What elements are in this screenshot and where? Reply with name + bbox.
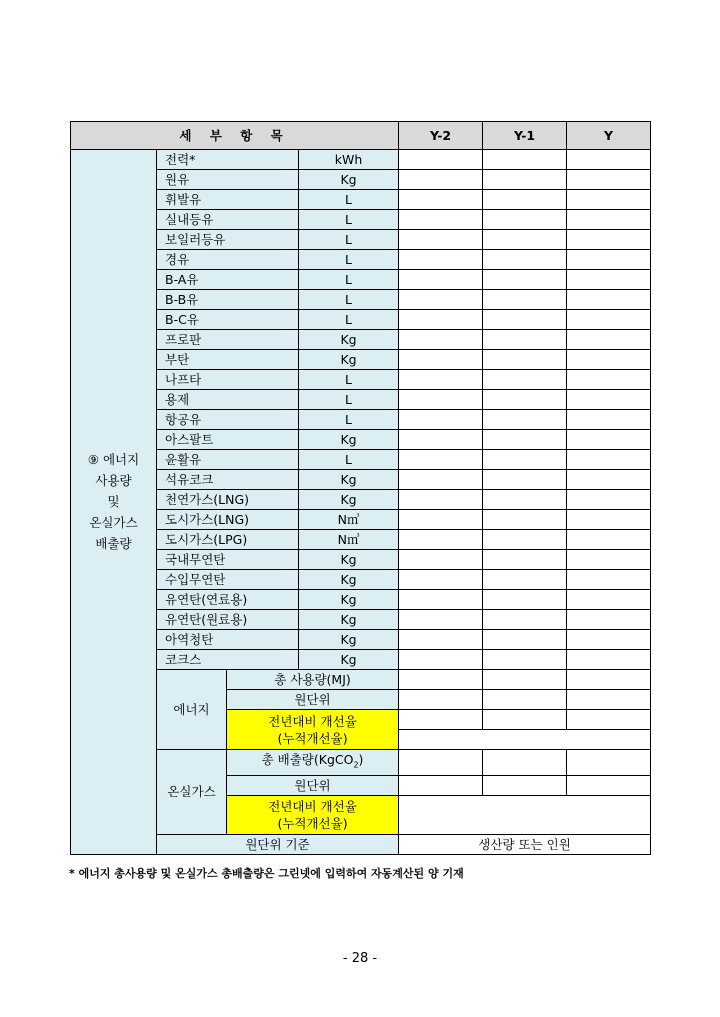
basis-value[interactable]: 생산량 또는 인원 (399, 834, 651, 854)
value-input-cell[interactable] (567, 330, 651, 350)
table-row (71, 350, 651, 370)
value-input-cell[interactable] (399, 230, 483, 250)
fuel-unit: L (299, 290, 399, 310)
value-input-cell[interactable] (567, 650, 651, 670)
fuel-unit: kWh (299, 150, 399, 170)
value-input-cell[interactable] (483, 330, 567, 350)
category-label-line: 온실가스 (89, 515, 138, 531)
value-input-cell[interactable] (483, 430, 567, 450)
table-row (71, 410, 651, 430)
fuel-unit: N㎥ (299, 510, 399, 530)
table-row (71, 610, 651, 630)
value-input-cell[interactable] (567, 290, 651, 310)
fuel-name: 원유 (157, 170, 299, 190)
ghg-total-close: ) (358, 752, 364, 767)
value-input-cell[interactable] (399, 190, 483, 210)
basis-row (71, 834, 651, 854)
fuel-name: 유연탄(연료용) (157, 590, 299, 610)
energy-subcategory: 에너지 (157, 670, 227, 750)
fuel-name: 전력* (157, 150, 299, 170)
value-input-cell[interactable] (399, 610, 483, 630)
value-input-cell[interactable] (399, 530, 483, 550)
value-input-cell[interactable] (567, 690, 651, 710)
value-input-cell[interactable] (567, 530, 651, 550)
table-row (71, 150, 651, 170)
fuel-name: 아역청탄 (157, 630, 299, 650)
fuel-unit: Kg (299, 350, 399, 370)
fuel-name: 윤활유 (157, 450, 299, 470)
value-input-cell[interactable] (567, 590, 651, 610)
value-input-cell[interactable] (567, 670, 651, 690)
value-input-cell[interactable] (399, 710, 483, 730)
table-row (71, 590, 651, 610)
value-input-cell[interactable] (483, 410, 567, 430)
value-input-cell[interactable] (399, 650, 483, 670)
category-label-line: 및 (107, 494, 120, 510)
value-input-cell[interactable] (567, 250, 651, 270)
value-input-cell[interactable] (567, 750, 651, 776)
fuel-unit: L (299, 310, 399, 330)
table-row (71, 250, 651, 270)
value-input-cell[interactable] (399, 750, 483, 776)
ghg-subcategory: 온실가스 (157, 750, 227, 835)
ghg-improvement-label (227, 795, 399, 834)
table-row (71, 190, 651, 210)
table-row (71, 390, 651, 410)
value-input-cell[interactable] (567, 390, 651, 410)
value-input-cell[interactable] (567, 190, 651, 210)
fuel-unit: Kg (299, 550, 399, 570)
category-cell (71, 150, 157, 855)
table-row (71, 230, 651, 250)
fuel-name: 부탄 (157, 350, 299, 370)
table-row (71, 650, 651, 670)
fuel-unit: L (299, 270, 399, 290)
value-input-cell[interactable] (483, 650, 567, 670)
fuel-name: B-C유 (157, 310, 299, 330)
value-input-cell[interactable] (567, 170, 651, 190)
fuel-unit: L (299, 450, 399, 470)
value-input-cell[interactable] (399, 490, 483, 510)
table-row (71, 470, 651, 490)
value-input-cell[interactable] (483, 250, 567, 270)
value-input-cell[interactable] (399, 570, 483, 590)
value-input-cell[interactable] (483, 570, 567, 590)
value-input-cell[interactable] (483, 270, 567, 290)
value-input-cell[interactable] (567, 775, 651, 795)
value-input-cell[interactable] (483, 750, 567, 776)
value-input-cell[interactable] (483, 610, 567, 630)
value-input-cell[interactable] (483, 170, 567, 190)
value-input-cell[interactable] (399, 670, 483, 690)
basis-label: 원단위 기준 (157, 834, 399, 854)
fuel-unit: L (299, 370, 399, 390)
energy-intensity-label: 원단위 (227, 690, 399, 710)
fuel-unit: Kg (299, 590, 399, 610)
fuel-unit: Kg (299, 330, 399, 350)
fuel-name: 용제 (157, 390, 299, 410)
fuel-unit: Kg (299, 170, 399, 190)
value-input-cell[interactable] (483, 775, 567, 795)
value-input-cell[interactable] (567, 710, 651, 730)
table-row (71, 310, 651, 330)
energy-total-row (71, 670, 651, 690)
fuel-name: 보일러등유 (157, 230, 299, 250)
value-input-cell[interactable] (483, 290, 567, 310)
value-input-cell[interactable] (567, 450, 651, 470)
fuel-unit: Kg (299, 630, 399, 650)
header-y-minus-1: Y-1 (483, 122, 567, 150)
value-input-cell[interactable] (399, 470, 483, 490)
fuel-unit: Kg (299, 650, 399, 670)
value-input-cell[interactable] (399, 290, 483, 310)
value-input-cell[interactable] (399, 390, 483, 410)
fuel-name: B-B유 (157, 290, 299, 310)
improvement-line-2: (누적개선율) (277, 730, 348, 746)
value-input-cell[interactable] (399, 170, 483, 190)
value-input-cell[interactable] (399, 410, 483, 430)
table-row (71, 290, 651, 310)
value-input-cell[interactable] (567, 490, 651, 510)
value-input-cell[interactable] (483, 230, 567, 250)
value-input-cell[interactable] (483, 310, 567, 330)
value-input-cell[interactable] (399, 550, 483, 570)
fuel-name: 유연탄(원료용) (157, 610, 299, 630)
fuel-name: 프로판 (157, 330, 299, 350)
value-input-cell[interactable] (483, 190, 567, 210)
value-input-cell[interactable] (399, 350, 483, 370)
header-y-minus-2: Y-2 (399, 122, 483, 150)
fuel-name: 석유코크 (157, 470, 299, 490)
ghg-intensity-label: 원단위 (227, 775, 399, 795)
table-row (71, 430, 651, 450)
value-input-cell[interactable] (399, 270, 483, 290)
fuel-name: 아스팔트 (157, 430, 299, 450)
table-row (71, 550, 651, 570)
value-input-cell[interactable] (483, 710, 567, 730)
value-input-cell[interactable] (567, 550, 651, 570)
value-input-cell[interactable] (567, 230, 651, 250)
fuel-name: 국내무연탄 (157, 550, 299, 570)
fuel-name: 천연가스(LNG) (157, 490, 299, 510)
value-input-cell[interactable] (567, 570, 651, 590)
value-input-cell[interactable] (399, 795, 651, 834)
fuel-name: 도시가스(LPG) (157, 530, 299, 550)
value-input-cell[interactable] (483, 370, 567, 390)
page-number: - 28 - (342, 951, 378, 966)
ghg-total-row (71, 750, 651, 776)
fuel-unit: L (299, 390, 399, 410)
value-input-cell[interactable] (483, 150, 567, 170)
fuel-unit: L (299, 210, 399, 230)
table-header-row (71, 122, 651, 150)
table-row (71, 370, 651, 390)
value-input-cell[interactable] (483, 530, 567, 550)
value-input-cell[interactable] (567, 610, 651, 630)
value-input-cell[interactable] (567, 210, 651, 230)
value-input-cell[interactable] (399, 370, 483, 390)
fuel-unit: Kg (299, 470, 399, 490)
value-input-cell[interactable] (483, 590, 567, 610)
value-input-cell[interactable] (483, 550, 567, 570)
value-input-cell[interactable] (399, 330, 483, 350)
table-row (71, 490, 651, 510)
fuel-unit: N㎥ (299, 530, 399, 550)
value-input-cell[interactable] (483, 350, 567, 370)
fuel-name: 경유 (157, 250, 299, 270)
improvement-line-2: (누적개선율) (277, 815, 348, 831)
fuel-unit: L (299, 410, 399, 430)
table-row (71, 270, 651, 290)
value-input-cell[interactable] (567, 270, 651, 290)
value-input-cell[interactable] (399, 510, 483, 530)
table-row (71, 510, 651, 530)
fuel-unit: Kg (299, 430, 399, 450)
value-input-cell[interactable] (567, 310, 651, 330)
table-row (71, 630, 651, 650)
fuel-name: 나프타 (157, 370, 299, 390)
value-input-cell[interactable] (399, 630, 483, 650)
value-input-cell[interactable] (567, 630, 651, 650)
improvement-line-1: 전년대비 개선율 (268, 713, 357, 729)
value-input-cell[interactable] (399, 450, 483, 470)
value-input-cell[interactable] (399, 310, 483, 330)
fuel-name: 실내등유 (157, 210, 299, 230)
category-label-line: 배출량 (95, 536, 132, 552)
header-y: Y (567, 122, 651, 150)
value-input-cell[interactable] (567, 470, 651, 490)
value-input-cell[interactable] (567, 150, 651, 170)
value-input-cell[interactable] (567, 370, 651, 390)
table-row (71, 210, 651, 230)
fuel-name: 코크스 (157, 650, 299, 670)
value-input-cell[interactable] (483, 470, 567, 490)
value-input-cell[interactable] (567, 350, 651, 370)
value-input-cell[interactable] (567, 510, 651, 530)
value-input-cell[interactable] (399, 590, 483, 610)
ghg-total-label (227, 750, 399, 776)
fuel-name: 항공유 (157, 410, 299, 430)
value-input-cell[interactable] (483, 690, 567, 710)
table-row (71, 330, 651, 350)
table-row (71, 170, 651, 190)
header-detail-items: 세 부 항 목 (71, 122, 399, 150)
value-input-cell[interactable] (483, 510, 567, 530)
value-input-cell[interactable] (483, 490, 567, 510)
value-input-cell[interactable] (399, 690, 483, 710)
table-row (71, 530, 651, 550)
energy-ghg-table (70, 121, 651, 855)
table-row (71, 570, 651, 590)
energy-improvement-label (227, 710, 399, 750)
value-input-cell[interactable] (483, 450, 567, 470)
value-input-cell[interactable] (483, 630, 567, 650)
value-input-cell[interactable] (399, 150, 483, 170)
ghg-total-text: 총 배출량(KgCO (261, 752, 354, 767)
value-input-cell[interactable] (483, 670, 567, 690)
category-label-line: 사용량 (95, 473, 132, 489)
fuel-unit: Kg (299, 610, 399, 630)
value-input-cell[interactable] (399, 430, 483, 450)
category-label-line: ⑨ 에너지 (87, 452, 140, 468)
fuel-unit: L (299, 190, 399, 210)
fuel-name: 휘발유 (157, 190, 299, 210)
fuel-unit: Kg (299, 490, 399, 510)
energy-total-label: 총 사용량(MJ) (227, 670, 399, 690)
improvement-line-1: 전년대비 개선율 (268, 798, 357, 814)
fuel-name: B-A유 (157, 270, 299, 290)
footnote: * 에너지 총사용량 및 온실가스 총배출량은 그린넷에 입력하여 자동계산된 양 기재 (69, 867, 464, 880)
fuel-name: 도시가스(LNG) (157, 510, 299, 530)
value-input-cell[interactable] (399, 730, 651, 750)
fuel-unit: L (299, 230, 399, 250)
value-input-cell[interactable] (567, 410, 651, 430)
value-input-cell[interactable] (567, 430, 651, 450)
value-input-cell[interactable] (399, 210, 483, 230)
fuel-name: 수입무연탄 (157, 570, 299, 590)
fuel-unit: L (299, 250, 399, 270)
fuel-unit: Kg (299, 570, 399, 590)
value-input-cell[interactable] (483, 390, 567, 410)
value-input-cell[interactable] (399, 250, 483, 270)
table-row (71, 450, 651, 470)
value-input-cell[interactable] (483, 210, 567, 230)
value-input-cell[interactable] (399, 775, 483, 795)
ghg-total-subscript: 2 (353, 760, 359, 770)
